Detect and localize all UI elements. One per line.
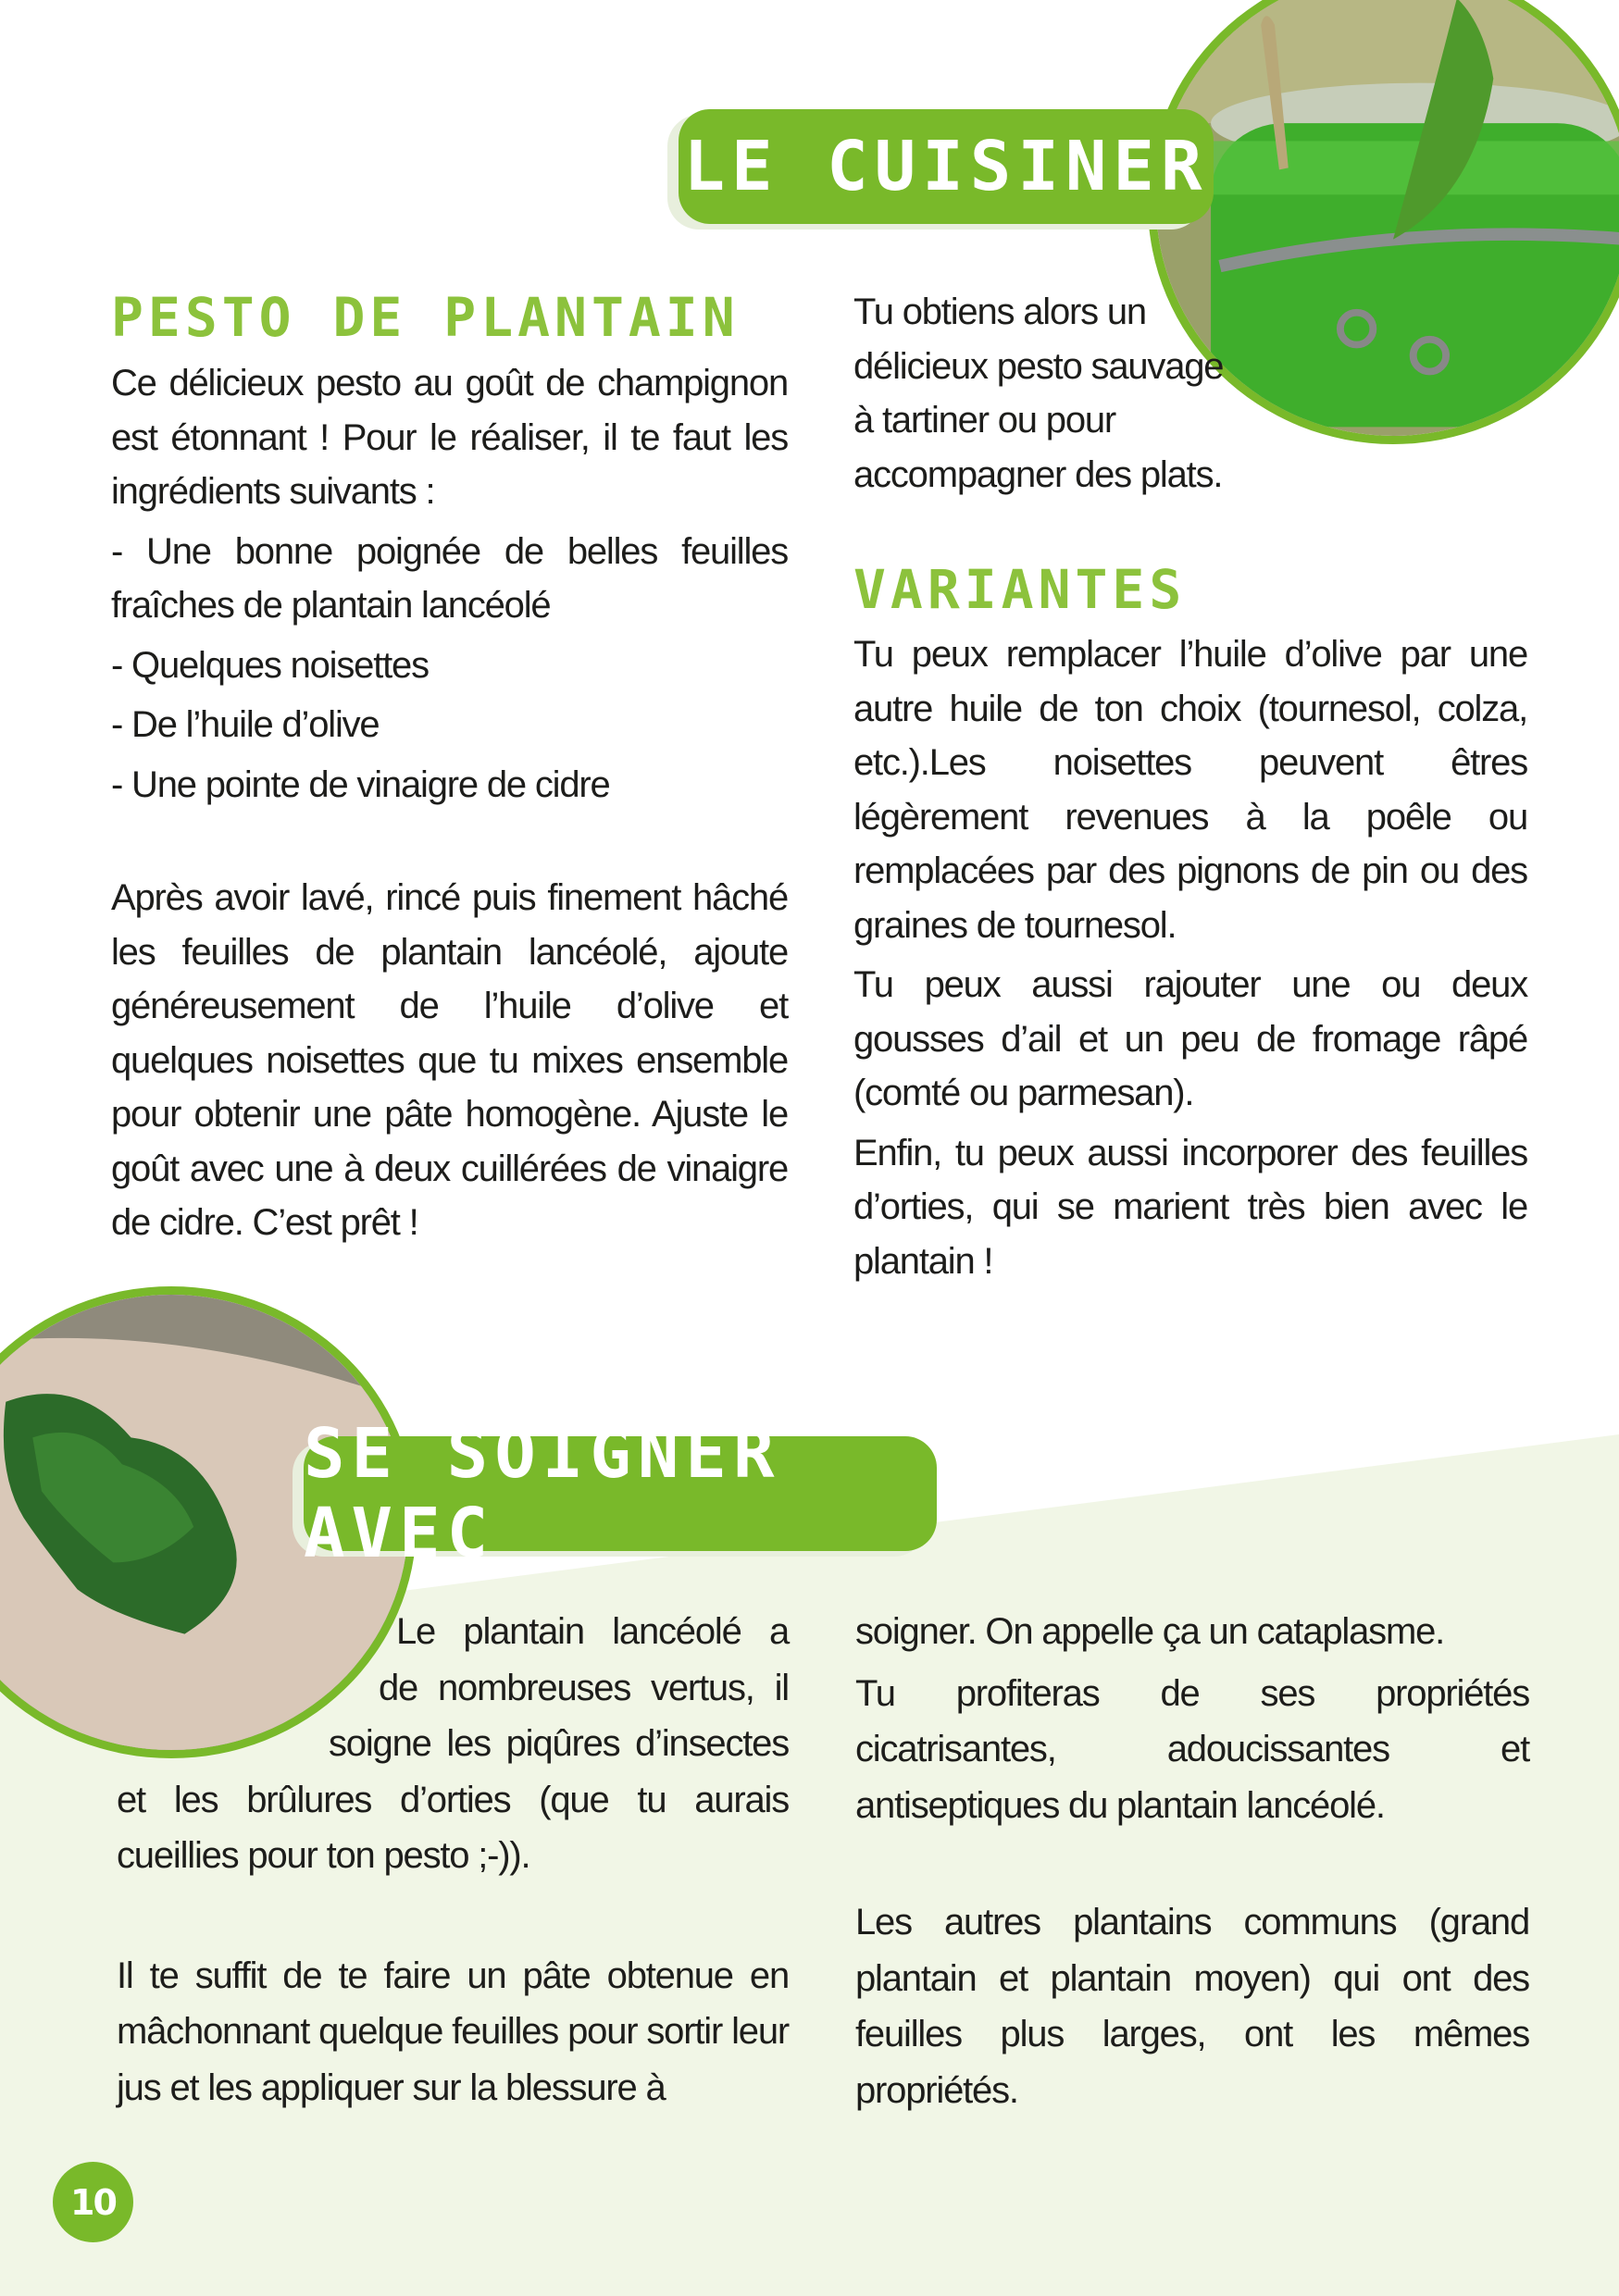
pesto-method: Après avoir lavé, rincé puis finement hâché les feuilles de plantain lancéolé, ajoute généreusement de l’huile d’olive et quelques noisettes que tu mixes ensemble pour obtenir une pâte homogène. Ajuste le goût avec une à deux cuillérées de vinaigre de cidre. C’est prêt ! [111,877,788,1243]
wrap-line: Le plantain lancéolé a [396,1611,789,1652]
soigner-left-column [117,1604,789,2116]
variantes-heading: VARIANTES [853,558,1187,621]
variantes-column [853,627,1527,1288]
wrap-line: de nombreuses vertus, il [379,1667,789,1708]
variante-paragraph: Enfin, tu peux aussi incorporer des feuilles d’orties, qui se marient très bien avec le plantain ! [853,1132,1527,1282]
ingredient-item: - De l’huile d’olive [111,704,380,745]
ingredient-item: - Quelques noisettes [111,644,429,686]
result-text: Tu obtiens alors un délicieux pesto sauvage à tartiner ou pour accompagner des plats. [853,292,1224,495]
pesto-result [853,285,1242,502]
ingredient-item: - Une pointe de vinaigre de cidre [111,763,610,805]
page-number: 10 [53,2162,133,2242]
pesto-left-column [111,356,788,1250]
soigner-paragraph: Tu profiteras de ses propriétés cicatrisantes, adoucissantes et antiseptiques du plantain lancéolé. [855,1672,1529,1826]
soigner-paragraph: et les brûlures d’orties (que tu aurais cueillies pour ton pesto ;-)). [117,1779,789,1876]
section-banner-cuisiner [679,109,1214,224]
soigner-paragraph: Les autres plantains communs (grand plantain et plantain moyen) qui ont des feuilles plus larges, ont les mêmes propriétés. [855,1902,1529,2111]
banner-title: SE SOIGNER AVEC [304,1414,781,1573]
soigner-paragraph: soigner. On appelle ça un cataplasme. [855,1611,1445,1652]
pesto-intro: Ce délicieux pesto au goût de champignon est étonnant ! Pour le réaliser, il te faut les ingrédients suivants : [111,363,788,512]
section-banner-soigner [304,1414,937,1573]
ingredient-item: - Une bonne poignée de belles feuilles fraîches de plantain lancéolé [111,530,788,626]
variante-paragraph: Tu peux remplacer l’huile d’olive par une autre huile de ton choix (tournesol, colza, etc.).Les noisettes peuvent êtres légèrement revenues à la poêle ou remplacées par des pignons de pin ou des graines de tournesol. [853,634,1527,946]
soigner-right-column [855,1604,1529,2118]
soigner-paragraph: Il te suffit de te faire un pâte obtenue en mâchonnant quelque feuilles pour sortir leur jus et les appliquer sur la blessure à [117,1955,789,2108]
pesto-heading: PESTO DE PLANTAIN [111,286,740,349]
banner-title: LE CUISINER [683,127,1209,206]
variante-paragraph: Tu peux aussi rajouter une ou deux gousses d’ail et un peu de fromage râpé (comté ou parmesan). [853,964,1527,1113]
wrap-line: soigne les piqûres d’insectes [329,1723,789,1764]
